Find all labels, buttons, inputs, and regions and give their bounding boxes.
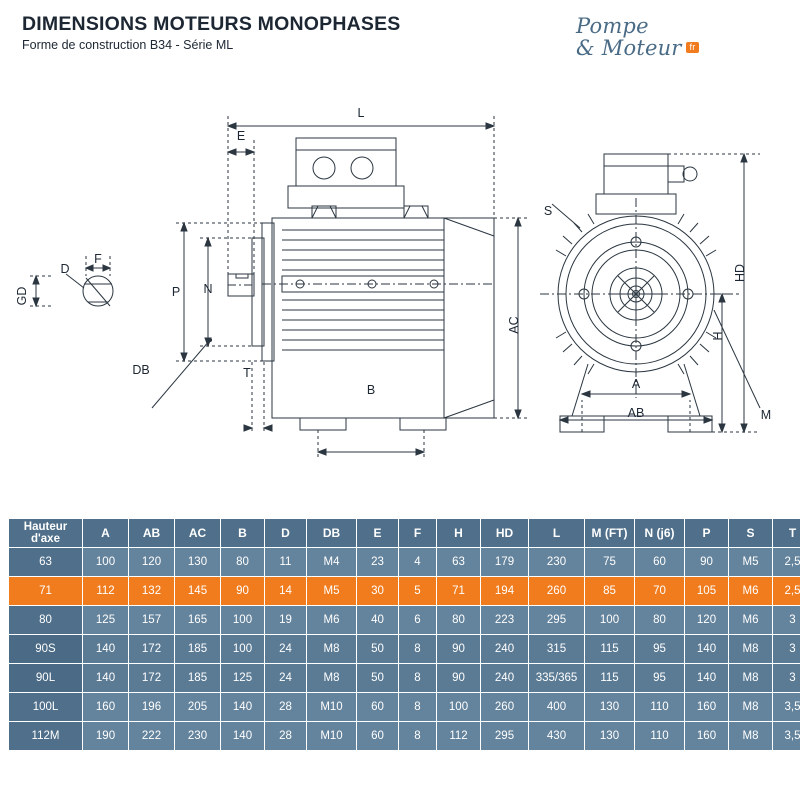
- table-header-N-j6: N (j6): [635, 519, 685, 548]
- dim-label-AC: AC: [507, 316, 521, 334]
- cell-T: 2,5: [773, 577, 800, 606]
- table-header-hauteur-daxe: Hauteur d'axe: [9, 519, 83, 548]
- cell-D: 24: [265, 635, 307, 664]
- cell-A: 100: [83, 548, 129, 577]
- cell-H: 100: [437, 693, 481, 722]
- dim-label-N: N: [203, 282, 213, 296]
- cell-HD: 179: [481, 548, 529, 577]
- cell-P: 160: [685, 722, 729, 751]
- cell-AB: 172: [129, 664, 175, 693]
- cell-E: 60: [357, 693, 399, 722]
- cell-D: 28: [265, 722, 307, 751]
- cell-B: 140: [221, 693, 265, 722]
- table-header-AC: AC: [175, 519, 221, 548]
- cell-L: 230: [529, 548, 585, 577]
- dimensions-table-wrap: [8, 518, 800, 751]
- table-header-B: B: [221, 519, 265, 548]
- cell-T: 3,5: [773, 693, 800, 722]
- table-header-AB: AB: [129, 519, 175, 548]
- cell-F: 6: [399, 606, 437, 635]
- cell-DB: M8: [307, 635, 357, 664]
- cell-M: 115: [585, 664, 635, 693]
- cell-N: 70: [635, 577, 685, 606]
- cell-N: 95: [635, 635, 685, 664]
- dim-label-M: M: [760, 408, 772, 422]
- cell-DB: M5: [307, 577, 357, 606]
- cell-F: 4: [399, 548, 437, 577]
- cell-M: 100: [585, 606, 635, 635]
- table-row: [9, 606, 800, 635]
- cell-S: M8: [729, 693, 773, 722]
- cell-P: 140: [685, 664, 729, 693]
- table-row: [9, 664, 800, 693]
- table-header-L: L: [529, 519, 585, 548]
- cell-N: 110: [635, 722, 685, 751]
- cell-M: 115: [585, 635, 635, 664]
- cell-E: 50: [357, 664, 399, 693]
- cell-T: 3: [773, 635, 800, 664]
- page-title-block: [22, 14, 401, 52]
- cell-S: M5: [729, 548, 773, 577]
- table-header-T: T: [773, 519, 800, 548]
- logo-line-1: Pompe: [576, 14, 649, 38]
- cell-P: 105: [685, 577, 729, 606]
- dimensions-table: [8, 518, 800, 751]
- cell-D: 19: [265, 606, 307, 635]
- cell-HD: 260: [481, 693, 529, 722]
- cell-HD: 240: [481, 664, 529, 693]
- table-row: [9, 548, 800, 577]
- cell-HD: 295: [481, 722, 529, 751]
- dim-label-D: D: [60, 262, 70, 276]
- table-row: [9, 722, 800, 751]
- dim-label-L: L: [357, 106, 365, 120]
- cell-D: 14: [265, 577, 307, 606]
- cell-B: 140: [221, 722, 265, 751]
- cell-A: 190: [83, 722, 129, 751]
- cell-hauteur: 80: [9, 606, 83, 635]
- cell-F: 8: [399, 693, 437, 722]
- cell-B: 125: [221, 664, 265, 693]
- cell-DB: M10: [307, 722, 357, 751]
- cell-DB: M6: [307, 606, 357, 635]
- cell-AC: 145: [175, 577, 221, 606]
- cell-HD: 194: [481, 577, 529, 606]
- cell-S: M6: [729, 606, 773, 635]
- dim-label-E: E: [236, 129, 246, 143]
- cell-N: 110: [635, 693, 685, 722]
- table-header-row: [9, 519, 800, 548]
- cell-E: 30: [357, 577, 399, 606]
- cell-H: 71: [437, 577, 481, 606]
- cell-F: 8: [399, 635, 437, 664]
- cell-P: 90: [685, 548, 729, 577]
- cell-P: 120: [685, 606, 729, 635]
- cell-E: 60: [357, 722, 399, 751]
- cell-S: M6: [729, 577, 773, 606]
- cell-D: 24: [265, 664, 307, 693]
- cell-A: 112: [83, 577, 129, 606]
- table-row: [9, 635, 800, 664]
- cell-H: 112: [437, 722, 481, 751]
- cell-HD: 240: [481, 635, 529, 664]
- logo: [576, 16, 776, 60]
- cell-AC: 185: [175, 635, 221, 664]
- cell-S: M8: [729, 664, 773, 693]
- cell-A: 125: [83, 606, 129, 635]
- cell-E: 50: [357, 635, 399, 664]
- cell-DB: M8: [307, 664, 357, 693]
- page-title: DIMENSIONS MOTEURS MONOPHASES: [22, 13, 401, 35]
- cell-L: 315: [529, 635, 585, 664]
- cell-D: 28: [265, 693, 307, 722]
- cell-H: 90: [437, 664, 481, 693]
- cell-F: 5: [399, 577, 437, 606]
- table-row-highlighted: [9, 577, 800, 606]
- cell-A: 160: [83, 693, 129, 722]
- table-header-D: D: [265, 519, 307, 548]
- cell-A: 140: [83, 635, 129, 664]
- cell-B: 90: [221, 577, 265, 606]
- cell-M: 85: [585, 577, 635, 606]
- table-header-P: P: [685, 519, 729, 548]
- cell-hauteur: 71: [9, 577, 83, 606]
- cell-hauteur: 112M: [9, 722, 83, 751]
- table-header-F: F: [399, 519, 437, 548]
- dim-label-P: P: [171, 285, 181, 299]
- dim-label-F: F: [94, 252, 102, 266]
- logo-line-2: [576, 35, 776, 60]
- cell-P: 140: [685, 635, 729, 664]
- cell-AB: 172: [129, 635, 175, 664]
- cell-AC: 185: [175, 664, 221, 693]
- cell-AB: 196: [129, 693, 175, 722]
- cell-AB: 222: [129, 722, 175, 751]
- dim-label-T: T: [243, 366, 251, 380]
- cell-L: 400: [529, 693, 585, 722]
- cell-HD: 223: [481, 606, 529, 635]
- cell-hauteur: 63: [9, 548, 83, 577]
- cell-AC: 165: [175, 606, 221, 635]
- cell-hauteur: 90L: [9, 664, 83, 693]
- cell-hauteur: 90S: [9, 635, 83, 664]
- dim-label-GD: GD: [15, 286, 29, 306]
- cell-L: 335/365: [529, 664, 585, 693]
- dim-label-B: B: [366, 383, 376, 397]
- table-header-A: A: [83, 519, 129, 548]
- cell-L: 260: [529, 577, 585, 606]
- dim-label-A: A: [631, 377, 641, 391]
- technical-drawing: [0, 78, 800, 508]
- table-header-HD: HD: [481, 519, 529, 548]
- cell-M: 75: [585, 548, 635, 577]
- cell-DB: M10: [307, 693, 357, 722]
- cell-T: 3: [773, 664, 800, 693]
- cell-N: 95: [635, 664, 685, 693]
- table-header-M-FT: M (FT): [585, 519, 635, 548]
- logo-line-2-text: & Moteur: [576, 35, 682, 60]
- table-header-E: E: [357, 519, 399, 548]
- cell-E: 40: [357, 606, 399, 635]
- table-header-S: S: [729, 519, 773, 548]
- cell-DB: M4: [307, 548, 357, 577]
- dim-label-DB: DB: [132, 363, 150, 377]
- cell-B: 80: [221, 548, 265, 577]
- cell-AB: 132: [129, 577, 175, 606]
- cell-M: 130: [585, 693, 635, 722]
- table-body: [9, 548, 800, 751]
- cell-AC: 230: [175, 722, 221, 751]
- table-row: [9, 693, 800, 722]
- cell-AB: 157: [129, 606, 175, 635]
- cell-B: 100: [221, 635, 265, 664]
- logo-fr-badge: fr: [686, 42, 700, 53]
- cell-M: 130: [585, 722, 635, 751]
- cell-hauteur: 100L: [9, 693, 83, 722]
- cell-T: 3,5: [773, 722, 800, 751]
- cell-T: 3: [773, 606, 800, 635]
- cell-S: M8: [729, 722, 773, 751]
- cell-P: 160: [685, 693, 729, 722]
- dim-label-S: S: [543, 204, 553, 218]
- cell-AC: 205: [175, 693, 221, 722]
- table-header-H: H: [437, 519, 481, 548]
- cell-H: 80: [437, 606, 481, 635]
- cell-H: 90: [437, 635, 481, 664]
- cell-AC: 130: [175, 548, 221, 577]
- dim-label-HD: HD: [733, 263, 747, 283]
- cell-H: 63: [437, 548, 481, 577]
- cell-N: 80: [635, 606, 685, 635]
- cell-E: 23: [357, 548, 399, 577]
- cell-S: M8: [729, 635, 773, 664]
- cell-N: 60: [635, 548, 685, 577]
- cell-D: 11: [265, 548, 307, 577]
- cell-A: 140: [83, 664, 129, 693]
- page-subtitle: Forme de construction B34 - Série ML: [22, 37, 234, 52]
- cell-B: 100: [221, 606, 265, 635]
- cell-AB: 120: [129, 548, 175, 577]
- cell-L: 295: [529, 606, 585, 635]
- table-header-DB: DB: [307, 519, 357, 548]
- dim-label-H: H: [711, 331, 725, 341]
- cell-F: 8: [399, 722, 437, 751]
- cell-L: 430: [529, 722, 585, 751]
- cell-F: 8: [399, 664, 437, 693]
- cell-T: 2,5: [773, 548, 800, 577]
- dim-label-AB: AB: [627, 406, 645, 420]
